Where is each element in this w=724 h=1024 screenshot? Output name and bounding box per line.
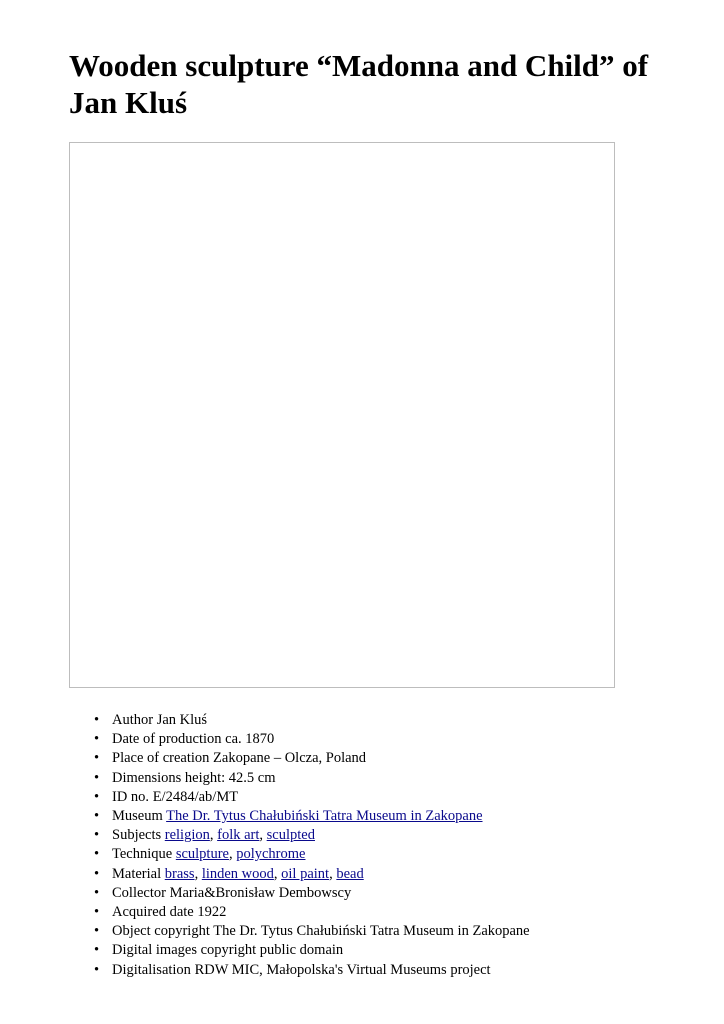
meta-value: RDW MIC, Małopolska's Virtual Museums project (194, 961, 491, 978)
meta-dimensions (112, 769, 530, 788)
meta-label: Acquired date (112, 904, 194, 921)
subject-link-folk-art[interactable]: folk art (217, 827, 260, 844)
meta-value: public domain (259, 942, 344, 959)
meta-label: Digital images copyright (112, 942, 257, 959)
meta-value: 1922 (197, 904, 227, 921)
meta-label: Museum (112, 808, 163, 825)
material-link-brass[interactable]: brass (164, 865, 195, 882)
material-link-linden-wood[interactable]: linden wood (201, 865, 274, 882)
meta-label: Date of production (112, 731, 222, 748)
technique-link-polychrome[interactable]: polychrome (236, 846, 306, 863)
meta-id-no (112, 788, 530, 807)
meta-value: Zakopane – Olcza, Poland (213, 750, 367, 767)
meta-object-copyright (112, 922, 530, 941)
meta-label: Material (112, 865, 162, 882)
meta-value: Maria&Bronisław Dembowscy (169, 884, 352, 901)
meta-label: Place of creation (112, 750, 210, 767)
meta-label: Technique (112, 846, 173, 863)
meta-digitalisation (112, 961, 530, 980)
meta-label: Object copyright (112, 923, 210, 940)
meta-technique: • Technique sculpture, polychrome (112, 845, 530, 864)
meta-label: Author (112, 712, 154, 728)
meta-value: ca. 1870 (225, 731, 275, 748)
meta-value: height: 42.5 cm (184, 769, 276, 786)
meta-label: ID no. (112, 788, 150, 805)
meta-label: Collector (112, 884, 166, 901)
subject-link-sculpted[interactable]: sculpted (266, 827, 315, 844)
meta-label: Digitalisation (112, 961, 191, 978)
meta-label: Dimensions (112, 769, 182, 786)
meta-acquired (112, 903, 530, 922)
meta-value: The Dr. Tytus Chałubiński Tatra Museum in Zakopane (213, 923, 530, 940)
meta-subjects: • Subjects religion, folk art, sculpted (112, 826, 530, 845)
meta-images-copyright (112, 941, 530, 960)
meta-label: Subjects (112, 827, 162, 844)
meta-place (112, 749, 530, 768)
material-link-oil-paint[interactable]: oil paint (281, 865, 330, 882)
meta-author (112, 711, 530, 730)
material-link-bead[interactable]: bead (336, 865, 364, 882)
meta-museum (112, 807, 530, 826)
subject-link-religion[interactable]: religion (164, 827, 210, 844)
museum-link[interactable]: The Dr. Tytus Chałubiński Tatra Museum in Zakopane (166, 808, 483, 825)
technique-link-sculpture[interactable]: sculpture (175, 846, 229, 863)
meta-value: Jan Kluś (156, 712, 208, 728)
metadata-list (112, 711, 530, 980)
meta-date (112, 730, 530, 749)
page-title: Wooden sculpture “Madonna and Child” of Jan Kluś (69, 48, 649, 120)
artwork-image (69, 142, 615, 688)
meta-material: • Material brass, linden wood, oil paint, bead (112, 865, 530, 884)
meta-collector (112, 884, 530, 903)
meta-value: E/2484/ab/MT (152, 788, 239, 805)
